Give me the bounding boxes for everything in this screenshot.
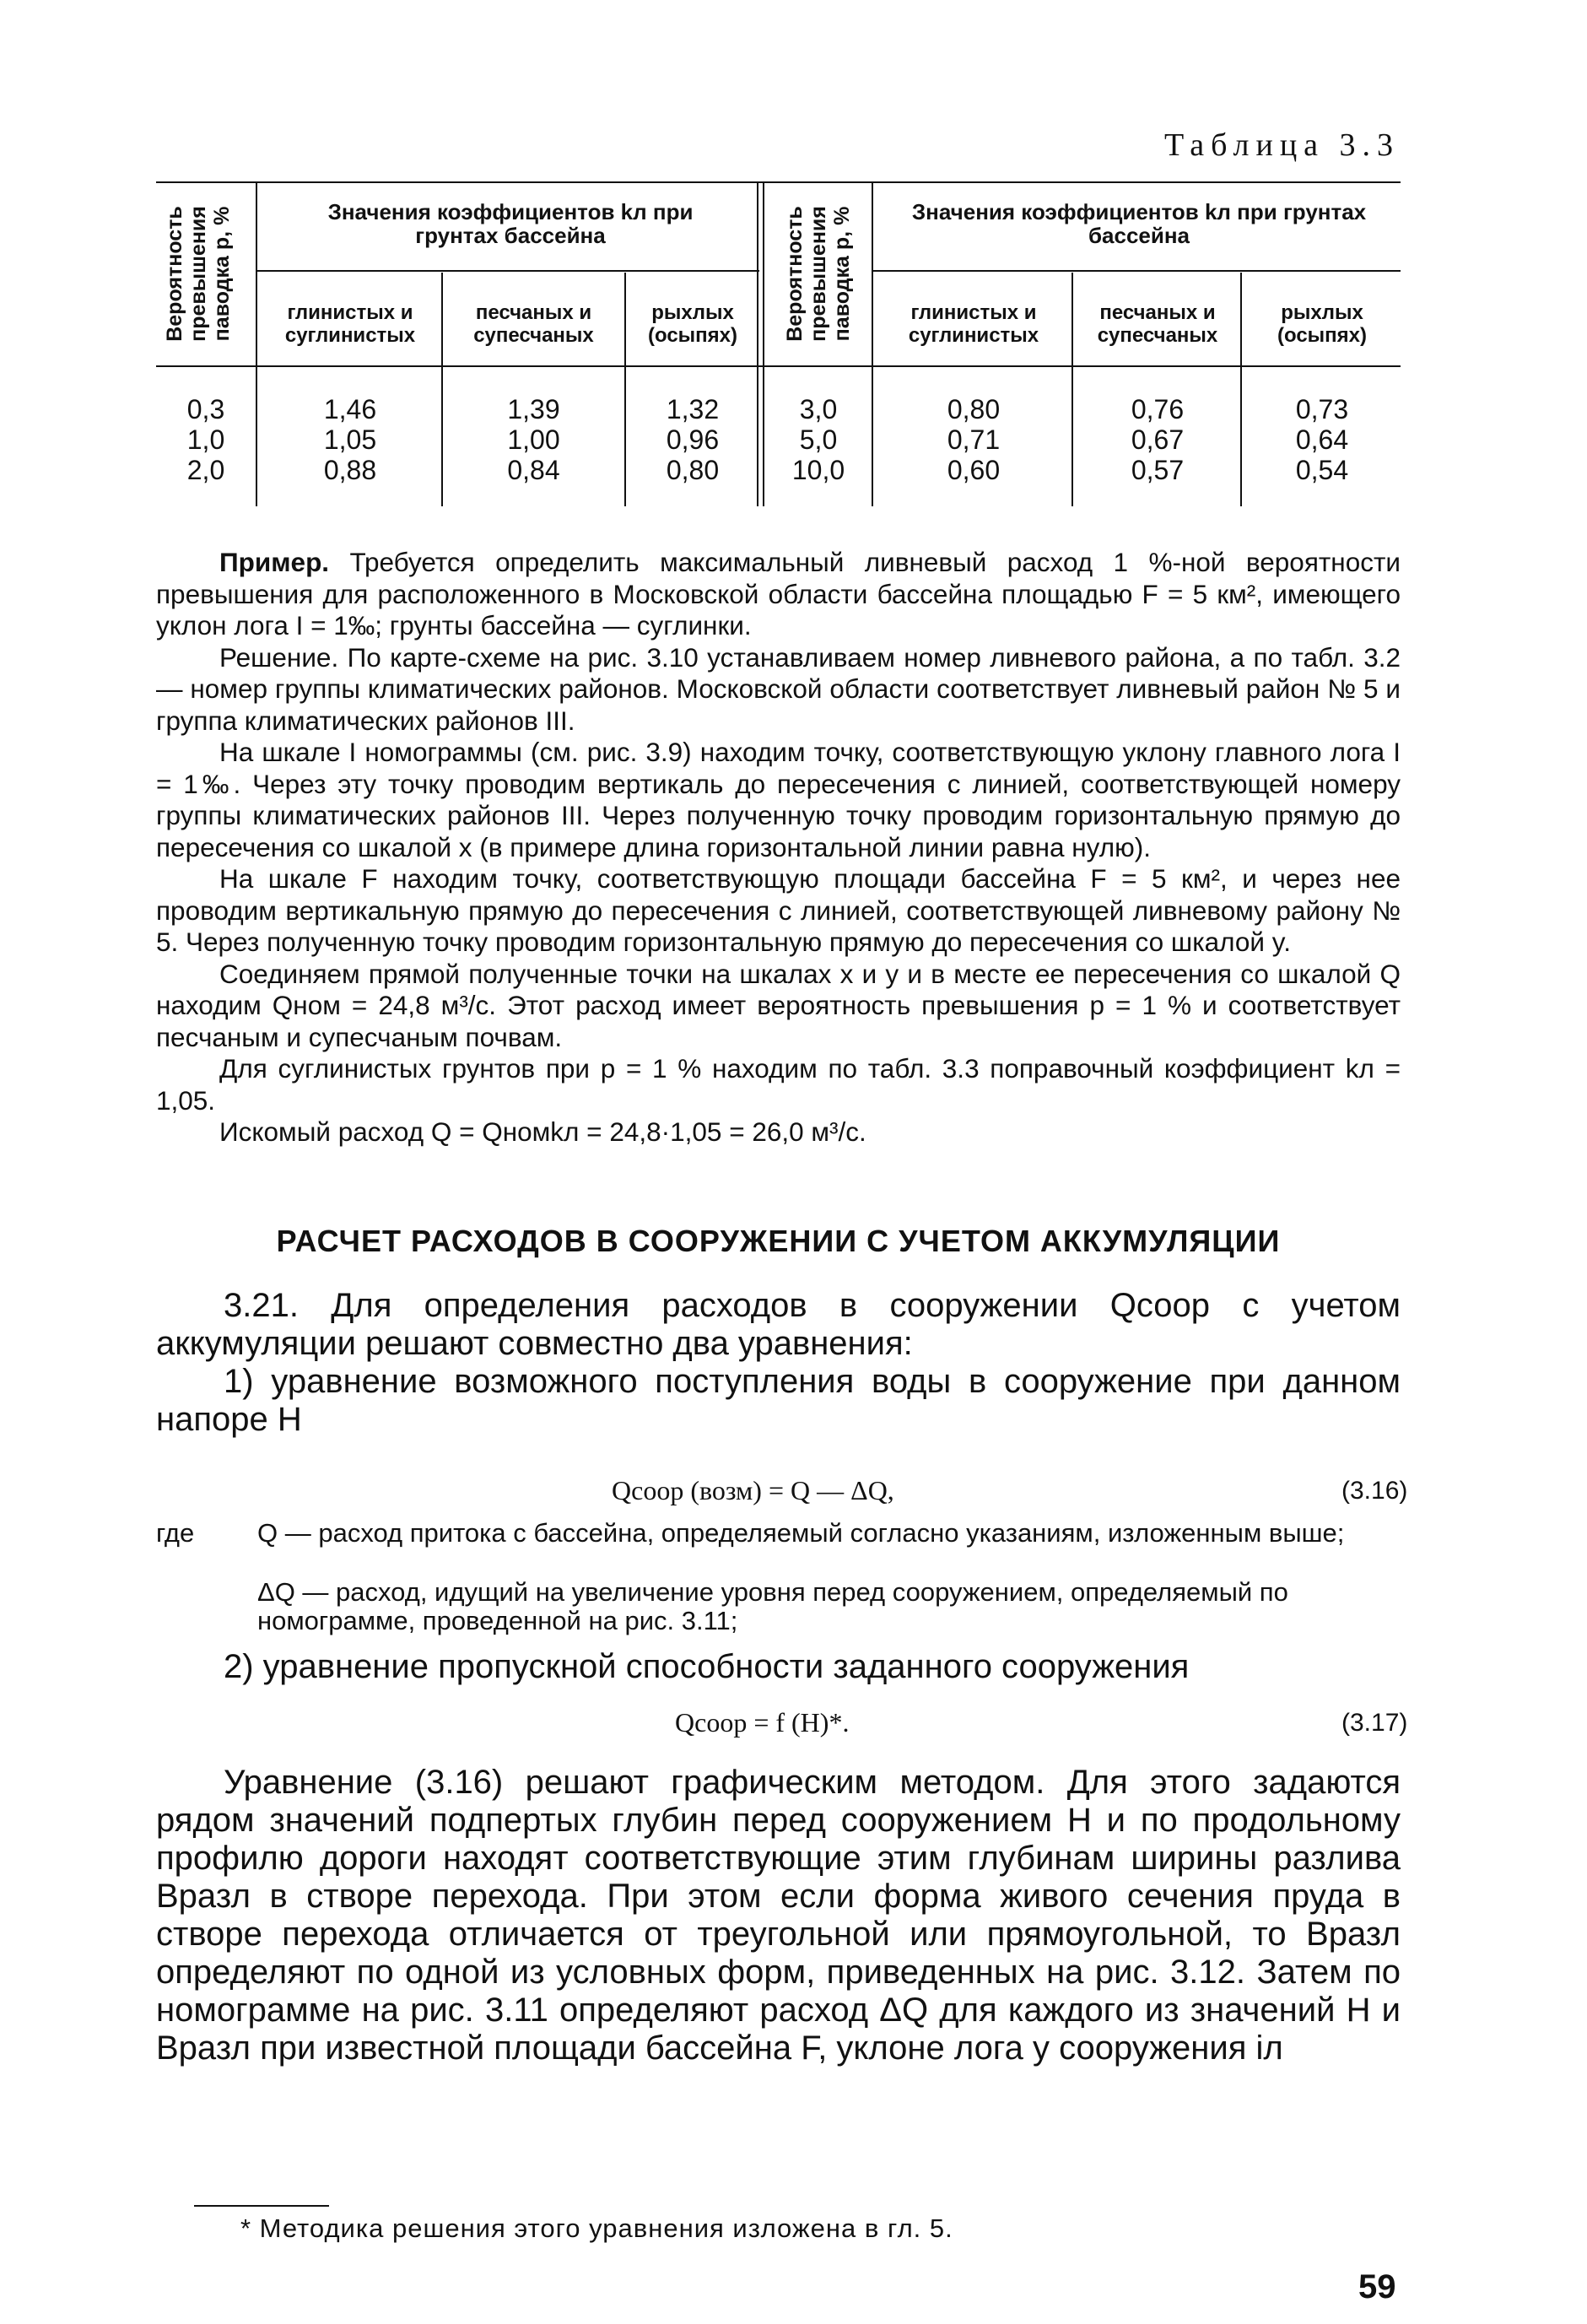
where-dq-definition: ΔQ — расход, идущий на увеличение уровня перед сооружением, определяемый по номограмме, проведенной на рис. 3.11; [257, 1577, 1288, 1635]
table-cell: 3,0 [799, 394, 838, 424]
table-cell: 2,0 [186, 455, 225, 485]
table-vline [1240, 273, 1242, 506]
example-paragraph: Решение. По карте-схеме на рис. 3.10 устанавливаем номер ливневого района, а по табл. 3.2 — номер группы климатических районов. Московской области соответствует ливневый район № 5 и группа климатических районов III. [156, 641, 1401, 736]
k-clay-left [262, 394, 439, 485]
where-q-definition: Q — расход притока с бассейна, определяемый согласно указаниям, изложенным выше; [257, 1518, 1345, 1548]
table-vline [624, 273, 626, 506]
footnote: * Методика решения этого уравнения изложена в гл. 5. [240, 2213, 953, 2243]
table-header-rule [156, 365, 1401, 367]
table-cell: 10,0 [791, 455, 845, 485]
footnote-rule [194, 2205, 329, 2207]
prob-header-right: Вероятность превышения паводка p, % [783, 206, 854, 342]
table-cell: 1,05 [323, 424, 377, 455]
soil-loose-left: рыхлых (осыпях) [647, 301, 738, 347]
prob-values-right [765, 394, 872, 485]
table-cell: 0,88 [323, 455, 377, 485]
coef-header-left: Значения коэффициентов kл при грунтах бассейна [327, 199, 694, 248]
table-top-rule [156, 181, 1401, 183]
table-cell: 0,73 [1295, 394, 1349, 424]
soil-sand-left: песчаных и супесчаных [473, 301, 594, 347]
k-loose-left [630, 394, 755, 485]
main-paragraph: 2) уравнение пропускной способности заданного сооружения [224, 1648, 1190, 1685]
table-subheader-rule-left [257, 270, 759, 272]
soil-loose-right: рыхлых (осыпях) [1277, 301, 1368, 347]
coefficient-table [156, 181, 1401, 506]
example-label: Пример. [219, 547, 330, 577]
table-cell: 0,3 [186, 394, 225, 424]
section-heading: РАСЧЕТ РАСХОДОВ В СООРУЖЕНИИ С УЧЕТОМ АККУМУЛЯЦИИ [276, 1224, 1281, 1258]
equation-3-16: Qсоор (возм) = Q — ΔQ, [612, 1475, 894, 1505]
table-cell: 0,57 [1131, 455, 1185, 485]
table-cell: 5,0 [799, 424, 838, 455]
table-cell: 0,67 [1131, 424, 1185, 455]
table-cell: 1,00 [507, 424, 560, 455]
main-method [156, 1764, 1401, 2067]
example-block [156, 547, 1401, 1148]
main-intro [156, 1287, 1401, 1439]
example-paragraph: Искомый расход Q = Qномkл = 24,8·1,05 = 26,0 м³/с. [219, 1116, 866, 1147]
table-cell: 0,64 [1295, 424, 1349, 455]
table-vline [872, 181, 873, 506]
soil-clay-left: глинистых и суглинистых [284, 301, 416, 347]
table-subheader-rule-right [873, 270, 1401, 272]
k-sand-right [1077, 394, 1238, 485]
example-paragraph: На шкале F находим точку, соответствующую площади бассейна F = 5 км², и через нее проводим вертикальную прямую до пересечения с линией, соответствующей ливневому району № 5. Через полученную точку проводим горизонтальную прямую до пересечения со шкалой y. [156, 863, 1401, 957]
table-double-vline [757, 181, 764, 506]
table-vline [1071, 273, 1073, 506]
table-cell: 1,46 [323, 394, 377, 424]
table-cell: 1,39 [507, 394, 560, 424]
k-clay-right [877, 394, 1070, 485]
page-number: 59 [1358, 2268, 1396, 2305]
table-cell: 0,96 [666, 424, 720, 455]
k-loose-right [1246, 394, 1398, 485]
k-sand-left [447, 394, 620, 485]
main-paragraph: 3.21. Для определения расходов в сооружении Qсоор с учетом аккумуляции решают совместно два уравнения: [156, 1287, 1401, 1362]
table-cell: 0,80 [947, 394, 1001, 424]
example-paragraph: Для суглинистых грунтов при p = 1 % находим по табл. 3.3 поправочный коэффициент kл = 1,05. [156, 1053, 1401, 1116]
example-paragraph: На шкале I номограммы (см. рис. 3.9) находим точку, соответствующую уклону главного лога I = 1‰. Через эту точку проводим вертикаль до пересечения с линией, соответствующей номеру группы климатических районов III. Через полученную точку проводим горизонтальную прямую до пересечения со шкалой x (в примере длина горизонтальной линии равна нулю). [156, 737, 1401, 862]
example-paragraph: Соединяем прямой полученные точки на шкалах x и y и в месте ее пересечения со шкалой Q находим Qном = 24,8 м³/с. Этот расход имеет вероятность превышения p = 1 % и соответствует песчаным и супесчаным почвам. [156, 958, 1401, 1052]
table-caption: Таблица 3.3 [1164, 127, 1401, 163]
equation-number: (3.16) [1341, 1477, 1408, 1505]
table-cell: 0,76 [1131, 394, 1185, 424]
where-label: где [156, 1518, 195, 1548]
table-cell: 0,80 [666, 455, 720, 485]
table-cell: 1,0 [186, 424, 225, 455]
coef-header-right: Значения коэффициентов kл при грунтах бассейна [911, 199, 1367, 248]
table-cell: 1,32 [666, 394, 720, 424]
soil-sand-right: песчаных и супесчаных [1097, 301, 1218, 347]
main-paragraph: Уравнение (3.16) решают графическим методом. Для этого задаются рядом значений подпертых глубин перед сооружением H и по продольному профилю дороги находят соответствующие этим глубинам ширины разлива Bразл в створе перехода. При этом если форма живого сечения пруда в створе перехода отличается от треугольной или прямоугольной, то Bразл определяют по одной из условных форм, приведенных на рис. 3.12. Затем по номограмме на рис. 3.11 определяют расход ΔQ для каждого из значений H и Bразл при известной площади бассейна F, уклоне лога у сооружения iл [156, 1764, 1401, 2067]
table-cell: 0,71 [947, 424, 1001, 455]
main-item-2 [156, 1648, 1401, 1686]
equation-3-17: Qсоор = f (H)*. [675, 1707, 850, 1738]
table-vline [256, 181, 257, 506]
prob-values-left [156, 394, 256, 485]
main-paragraph: 1) уравнение возможного поступления воды в сооружение при данном напоре H [156, 1363, 1401, 1438]
equation-number: (3.17) [1341, 1709, 1408, 1737]
table-vline [441, 273, 443, 506]
example-paragraph [156, 547, 1401, 642]
table-cell: 0,84 [507, 455, 560, 485]
table-cell: 0,54 [1295, 455, 1349, 485]
prob-header-left: Вероятность превышения паводка p, % [163, 206, 234, 342]
soil-clay-right: глинистых и суглинистых [908, 301, 1039, 347]
example-text: Требуется определить максимальный ливневый расход 1 %-ной вероятности превышения для расположенного в Московской области бассейна площадью F = 5 км², имеющего уклон лога I = 1‰; грунты бассейна — суглинки. [156, 547, 1401, 640]
table-cell: 0,60 [947, 455, 1001, 485]
